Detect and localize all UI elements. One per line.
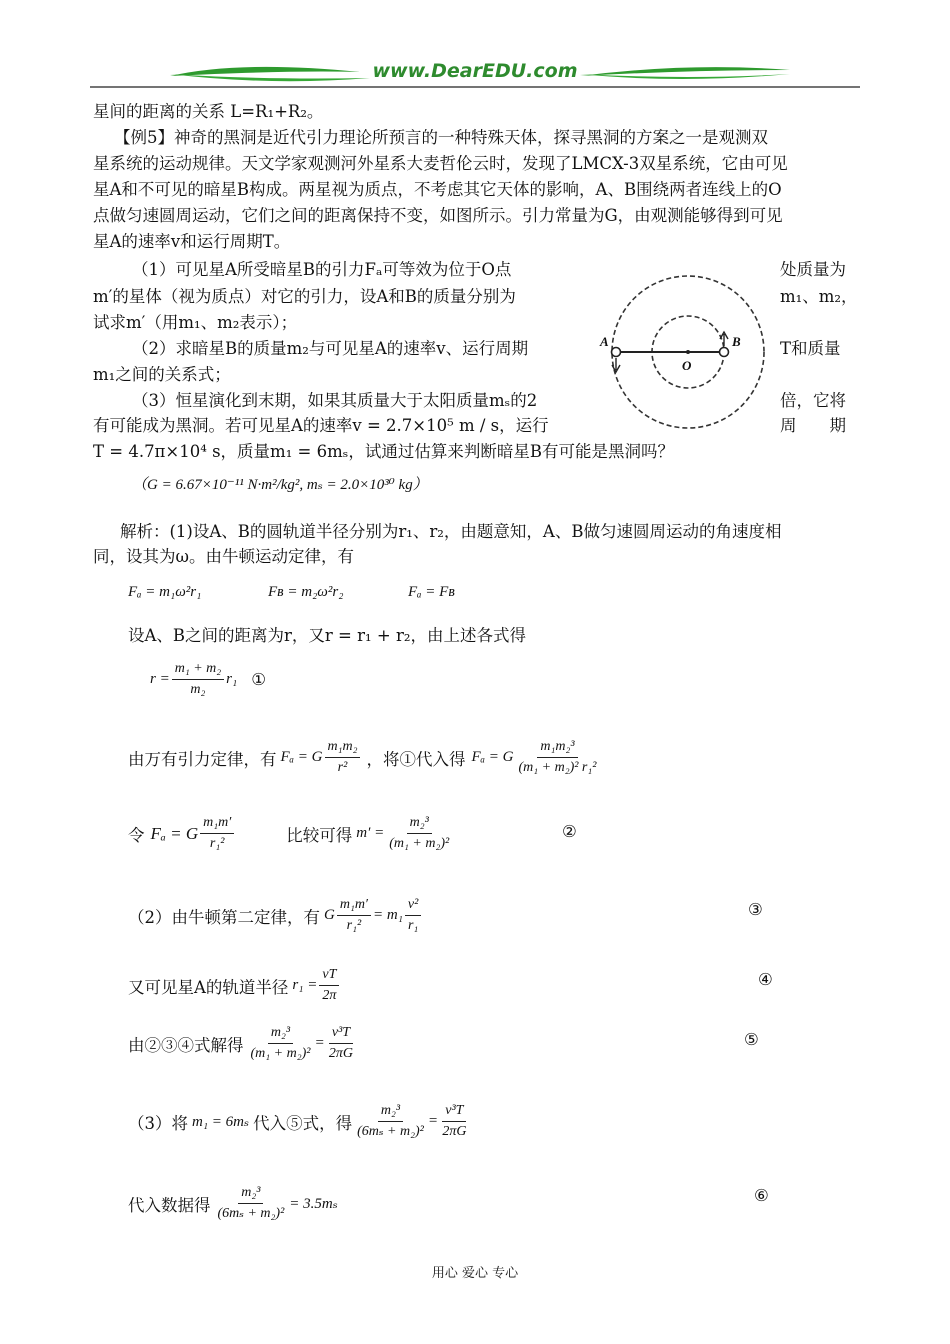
- eq1-fraction: [172, 660, 224, 699]
- q3-line-e: T = 4.7π×10⁴ s，质量m₁ = 6mₛ，试通过估算来判断暗星B有可能是黑洞吗？: [93, 442, 674, 461]
- eq6-num2: v³T: [442, 1102, 466, 1122]
- eq5-num2: v³T: [329, 1024, 353, 1044]
- header-banner: [90, 58, 860, 92]
- substitute-line: [128, 1102, 471, 1141]
- eq1-lhs: r =: [150, 671, 170, 687]
- example-line-2: 星系统的运动规律。天文学家观测河外星系大麦哲伦云时，发现了LMCX-3双星系统，它由可见: [93, 154, 788, 173]
- eq-grav2-fraction: [516, 738, 600, 777]
- eq6-num: m₂³: [378, 1102, 403, 1122]
- q1-line-b: 处质量为: [780, 260, 846, 279]
- eq6-fraction-2: [439, 1102, 469, 1141]
- eq5-den: (m₁ + m₂)²: [250, 1046, 311, 1061]
- q3-line-a: （3）恒星演化到末期，如果其质量大于太阳质量mₛ的2: [132, 391, 538, 410]
- eq2-den: (m₁ + m₂)²: [389, 836, 450, 851]
- eq-let-den: r₁²: [209, 836, 225, 851]
- q2-line-c: m₁之间的关系式；: [93, 365, 231, 384]
- eq-grav-num: m₁m₂: [325, 738, 361, 758]
- center-o: [686, 350, 690, 354]
- eq-grav2-den: (m₁ + m₂)² r₁²: [518, 760, 597, 775]
- gravitation-text-a: 由万有引力定律，有: [128, 749, 277, 769]
- eq-force-b: Fʙ = m₂ω²r₂: [268, 584, 344, 600]
- eq3-fraction-2: [405, 896, 421, 935]
- eq3-den: r₁²: [346, 918, 362, 933]
- eq6-marker: ⑥: [754, 1186, 769, 1205]
- eq1-tail: r₁: [226, 671, 238, 687]
- eq-force-equal: Fₐ = Fʙ: [408, 584, 455, 600]
- figure-label-a: A: [600, 334, 609, 349]
- eq1-num: m₁ + m₂: [172, 660, 224, 680]
- let-text: 令: [128, 825, 145, 845]
- gravitation-text-b: ，将①代入得: [366, 749, 466, 769]
- example-line-5: 星A的速率v和运行周期T。: [93, 232, 291, 251]
- eq-grav2-num: m₁m₂³: [537, 738, 577, 758]
- example-line-1: [114, 126, 768, 149]
- eq4-fraction: [319, 966, 339, 1005]
- eq5-den2: 2πG: [328, 1046, 354, 1061]
- radius-line: [128, 966, 341, 1005]
- eq6-den: (6mₛ + m₂)²: [357, 1124, 424, 1139]
- eq4-marker: ④: [758, 970, 773, 989]
- eq-let-num: m₁m′: [200, 814, 234, 834]
- gravitation-line: [128, 738, 601, 777]
- result-line: [128, 1184, 338, 1223]
- q1-line-c: m′的星体（视为质点）对它的引力，设A和B的质量分别为: [93, 287, 516, 306]
- eq-grav2-lhs: Fₐ = G: [471, 749, 514, 765]
- solution-line-2: 同，设其为ω。由牛顿运动定律，有: [93, 547, 354, 566]
- eq3-mid: = m₁: [373, 907, 403, 923]
- line-top: 星间的距离的关系 L=R₁+R₂。: [93, 102, 324, 121]
- binary-star-figure: [596, 262, 776, 442]
- eq7-num: m₂³: [238, 1184, 263, 1204]
- eq2-num: m₂³: [407, 814, 432, 834]
- eq6-den2: 2πG: [442, 1124, 467, 1139]
- eq3-num: m₁m′: [337, 896, 371, 916]
- solve-text: 由②③④式解得: [128, 1035, 244, 1055]
- eq-force-a: Fₐ = m₁ω²r₁: [128, 584, 202, 600]
- eq3-fraction: [337, 896, 371, 935]
- q3-line-d: 周 期: [780, 416, 846, 435]
- eq6-sub: m₁ = 6mₛ: [192, 1114, 250, 1130]
- result-text: 代入数据得: [128, 1195, 211, 1215]
- compare-text: 比较可得: [286, 825, 353, 845]
- eq6-equals: =: [428, 1113, 438, 1129]
- eq2-fraction: [386, 814, 452, 853]
- eq5-num: m₂³: [268, 1024, 293, 1044]
- eq6-fraction: [354, 1102, 427, 1141]
- star-b: [720, 348, 729, 357]
- q3-line-b: 倍，它将: [780, 391, 846, 410]
- equation-1: [150, 660, 266, 699]
- eq-grav-lhs: Fₐ = G: [280, 749, 323, 765]
- eq4-den: 2π: [322, 988, 337, 1003]
- eq1-marker: ①: [251, 670, 266, 689]
- eq2-lhs: m′ =: [356, 825, 385, 841]
- eq2-marker: ②: [562, 822, 577, 841]
- eq7-den: (6mₛ + m₂)²: [217, 1206, 285, 1221]
- eq-grav-fraction: [325, 738, 361, 777]
- eq4-lhs: r₁ =: [292, 977, 318, 993]
- q1-line-e: 试求m′（用m₁、m₂表示）；: [93, 313, 298, 332]
- q2-line-a: （2）求暗星B的质量m₂与可见星A的速率v、运行周期: [132, 339, 529, 358]
- figure-label-o: O: [682, 358, 692, 373]
- eq5-equals: =: [315, 1035, 324, 1051]
- eq5-fraction: [248, 1024, 314, 1063]
- eq5-fraction-2: [326, 1024, 356, 1063]
- eq-grav-den: r²: [337, 760, 348, 775]
- star-a: [612, 348, 621, 357]
- orbit-diagram: [596, 262, 776, 442]
- newton-line: [128, 896, 423, 935]
- example-intro-text: 神奇的黑洞是近代引力理论所预言的一种特殊天体，探寻黑洞的方案之一是观测双: [174, 128, 768, 147]
- header-logo-text[interactable]: www.DearEDU.com: [372, 60, 578, 82]
- eq3-lhs: G: [324, 907, 335, 923]
- eq3-den2: r₁: [407, 918, 419, 933]
- page-footer: 用心 爱心 专心: [431, 1266, 519, 1281]
- solve-line: [128, 1024, 358, 1063]
- substitute-text-a: （3）将: [128, 1113, 188, 1133]
- radius-text: 又可见星A的轨道半径: [128, 977, 289, 997]
- eq7-rhs: = 3.5mₛ: [289, 1196, 338, 1212]
- example-tag: 【例5】: [114, 128, 174, 147]
- q3-line-c: 有可能成为黑洞。若可见星A的速率v = 2.7×10⁵ m / s，运行: [93, 416, 549, 435]
- eq7-fraction: [215, 1184, 288, 1223]
- eq-let-fraction: [200, 814, 234, 853]
- constants-line: （G = 6.67×10⁻¹¹ N·m²/kg², mₛ = 2.0×10³⁰ kg）: [132, 477, 428, 493]
- let-line: [128, 814, 454, 853]
- example-line-4: 点做匀速圆周运动，它们之间的距离保持不变，如图所示。引力常量为G，由观测能够得到可见: [93, 206, 783, 225]
- eq3-marker: ③: [748, 900, 763, 919]
- eq-let-lhs: Fₐ = G: [150, 823, 199, 843]
- substitute-text-b: 代入⑤式，得: [253, 1113, 353, 1133]
- eq1-den: m₂: [190, 682, 206, 697]
- eq5-marker: ⑤: [744, 1030, 759, 1049]
- solution-line-1: 解析：(1)设A、B的圆轨道半径分别为r₁、r₂，由题意知，A、B做匀速圆周运动的角速度相: [120, 522, 782, 541]
- newton-text: （2）由牛顿第二定律，有: [128, 907, 320, 927]
- eq4-num: vT: [319, 966, 339, 986]
- figure-label-b: B: [732, 334, 741, 349]
- q2-line-b: T和质量: [780, 339, 841, 358]
- q1-line-a: （1）可见星A所受暗星B的引力Fₐ可等效为位于O点: [132, 260, 512, 279]
- eq3-num2: v²: [405, 896, 421, 916]
- q1-line-d: m₁、m₂，: [780, 287, 858, 306]
- example-line-3: 星A和不可见的暗星B构成。两星视为质点，不考虑其它天体的影响，A、B围绕两者连线上的O: [93, 180, 782, 199]
- solution-line-3: 设A、B之间的距离为r，又r = r₁ + r₂，由上述各式得: [128, 626, 526, 645]
